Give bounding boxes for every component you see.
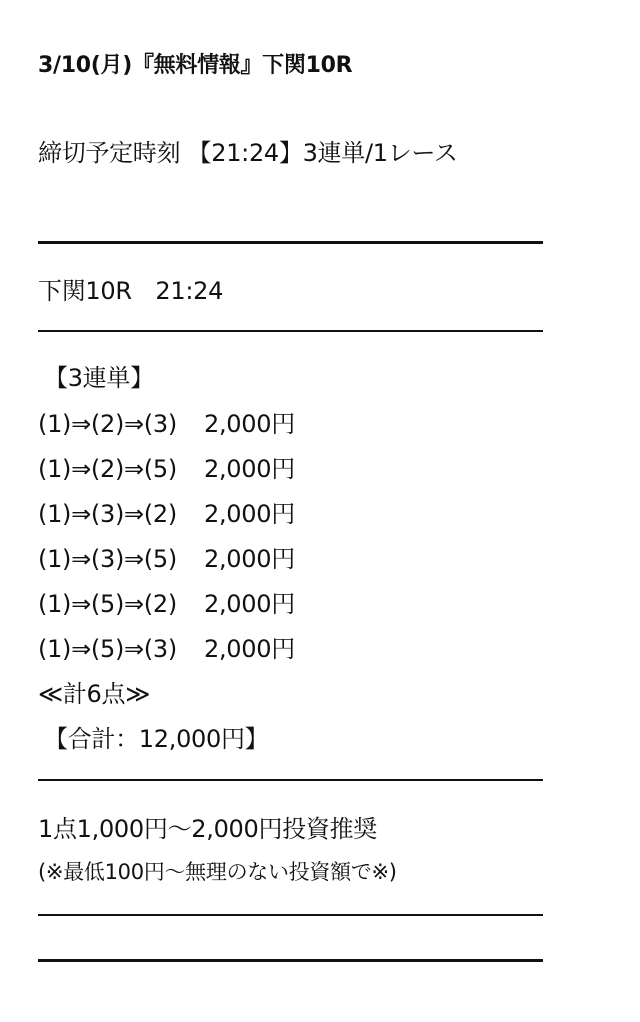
bet-combo: (1)⇒(5)⇒(2)	[38, 590, 177, 618]
divider	[38, 914, 543, 916]
bet-row	[38, 454, 295, 484]
bet-total: 【合計：12,000円】	[44, 725, 269, 753]
bet-combo: (1)⇒(3)⇒(2)	[38, 500, 177, 528]
page-title: 3/10(月)『無料情報』下関10R	[38, 53, 353, 78]
divider	[38, 959, 543, 962]
divider	[38, 241, 543, 244]
bet-amount: 2,000円	[204, 455, 295, 483]
bet-combo: (1)⇒(2)⇒(3)	[38, 410, 177, 438]
divider	[38, 779, 543, 781]
investment-recommendation: 1点1,000円～2,000円投資推奨	[38, 815, 377, 843]
bet-type-label: 【3連単】	[44, 364, 154, 392]
bet-amount: 2,000円	[204, 410, 295, 438]
bet-row	[38, 499, 295, 529]
bet-combo: (1)⇒(3)⇒(5)	[38, 545, 177, 573]
bet-amount: 2,000円	[204, 545, 295, 573]
bet-combo: (1)⇒(2)⇒(5)	[38, 455, 177, 483]
bet-amount: 2,000円	[204, 590, 295, 618]
bet-row	[38, 634, 295, 664]
bet-count: ≪計6点≫	[38, 680, 151, 708]
bet-amount: 2,000円	[204, 500, 295, 528]
deadline-info: 締切予定時刻 【21:24】3連単/1レース	[38, 139, 458, 167]
bet-amount: 2,000円	[204, 635, 295, 663]
bet-combo: (1)⇒(5)⇒(3)	[38, 635, 177, 663]
race-info: 下関10R 21:24	[38, 277, 224, 305]
bet-row	[38, 409, 295, 439]
bet-row	[38, 589, 295, 619]
investment-note: (※最低100円～無理のない投資額で※)	[38, 860, 397, 884]
bet-row	[38, 544, 295, 574]
divider	[38, 330, 543, 332]
